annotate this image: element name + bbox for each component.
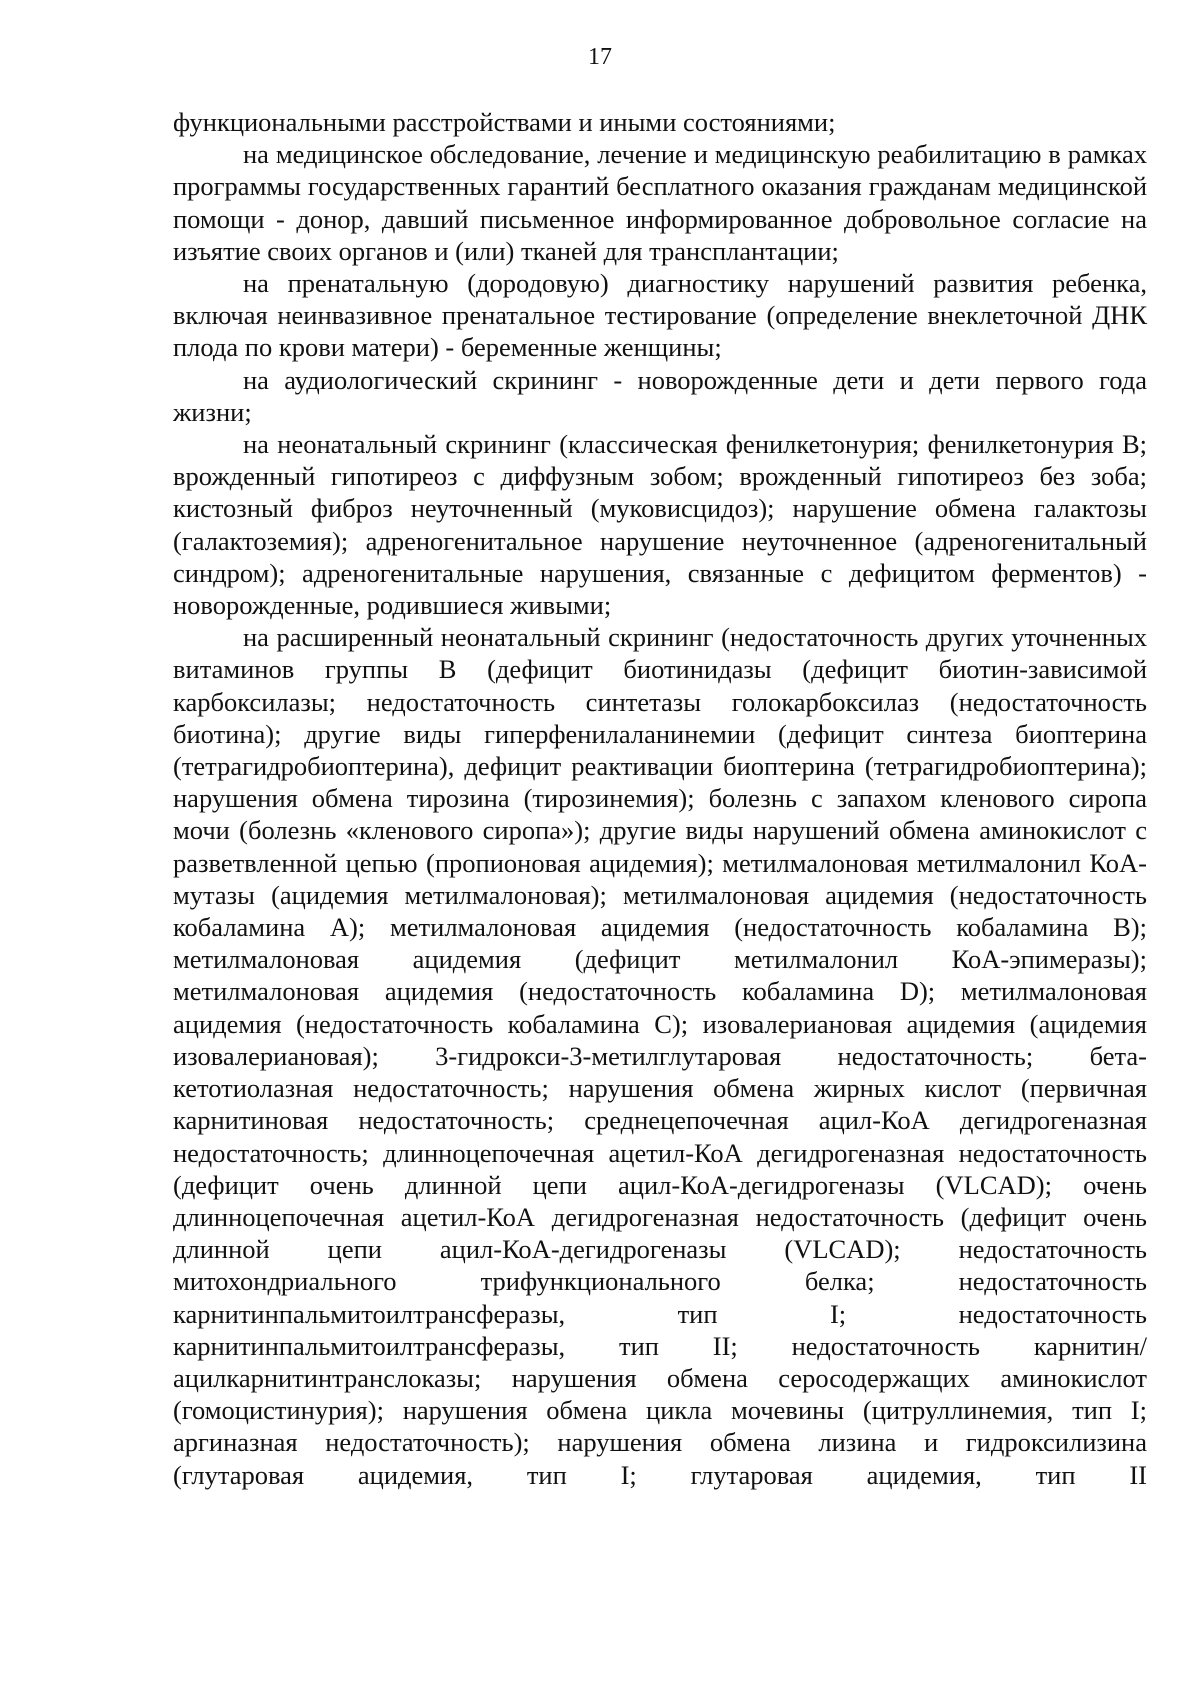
page-number: 17	[588, 44, 612, 70]
paragraph-continuation: функциональными расстройствами и иными состояниями;	[173, 107, 836, 137]
document-body	[173, 106, 1147, 1491]
paragraph-extended-neonatal-screening: на расширенный неонатальный скрининг (недостаточность других уточненных витаминов группы B (дефицит биотинидазы (дефицит биотин-зависимой карбоксилазы; недостаточность синтетазы голокарбоксилаз (недостаточность биотина); другие виды гиперфенилаланинемии (дефицит синтеза биоптерина (тетрагидробиоптерина), дефицит реактивации биоптерина (тетрагидробиоптерина); нарушения обмена тирозина (тирозинемия); болезнь с запахом кленового сиропа мочи (болезнь «кленового сиропа»); другие виды нарушений обмена аминокислот с разветвленной цепью (пропионовая ацидемия); метилмалоновая метилмалонил КоА-мутазы (ацидемия метилмалоновая); метилмалоновая ацидемия (недостаточность кобаламина A); метилмалоновая ацидемия (недостаточность кобаламина B); метилмалоновая ацидемия (дефицит метилмалонил КоА-эпимеразы); метилмалоновая ацидемия (недостаточность кобаламина D); метилмалоновая ацидемия (недостаточность кобаламина C); изовалериановая ацидемия (ацидемия изовалериановая); 3-гидрокси-3-метилглутаровая недостаточность; бета-кетотиолазная недостаточность; нарушения обмена жирных кислот (первичная карнитиновая недостаточность; среднецепочечная ацил-КоА дегидрогеназная недостаточность; длинноцепочечная ацетил-КоА дегидрогеназная недостаточность (дефицит очень длинной цепи ацил-КоА-дегидрогеназы (VLCAD); очень длинноцепочечная ацетил-КоА дегидрогеназная недостаточность (дефицит очень длинной цепи ацил-КоА-дегидрогеназы (VLCAD); недостаточность митохондриального трифункционального белка; недостаточность карнитинпальмитоилтрансферазы, тип I; недостаточность карнитинпальмитоилтрансферазы, тип II; недостаточность карнитин/ацилкарнитинтранслоказы; нарушения обмена серосодержащих аминокислот (гомоцистинурия); нарушения обмена цикла мочевины (цитруллинемия, тип I; аргиназная недостаточность); нарушения обмена лизина и гидроксилизина (глутаровая ацидемия, тип I; глутаровая ацидемия, тип II	[173, 622, 1147, 1490]
paragraph-prenatal-diagnostics: на пренатальную (дородовую) диагностику нарушений развития ребенка, включая неинвазивное пренатальное тестирование (определение внеклеточной ДНК плода по крови матери) - беременные женщины;	[173, 268, 1147, 363]
paragraph-audiology-screening: на аудиологический скрининг - новорожденные дети и дети первого года жизни;	[173, 364, 1147, 427]
paragraph-neonatal-screening: на неонатальный скрининг (классическая фенилкетонурия; фенилкетонурия B; врожденный гипотиреоз с диффузным зобом; врожденный гипотиреоз без зоба; кистозный фиброз неуточненный (муковисцидоз); нарушение обмена галактозы (галактоземия); адреногенитальное нарушение неуточненное (адреногенитальный синдром); адреногенитальные нарушения, связанные с дефицитом ферментов) - новорожденные, родившиеся живыми;	[173, 429, 1147, 621]
paragraph-transplant-donor: на медицинское обследование, лечение и медицинскую реабилитацию в рамках программы государственных гарантий бесплатного оказания гражданам медицинской помощи - донор, давший письменное информированное добровольное согласие на изъятие своих органов и (или) тканей для трансплантации;	[173, 139, 1147, 266]
